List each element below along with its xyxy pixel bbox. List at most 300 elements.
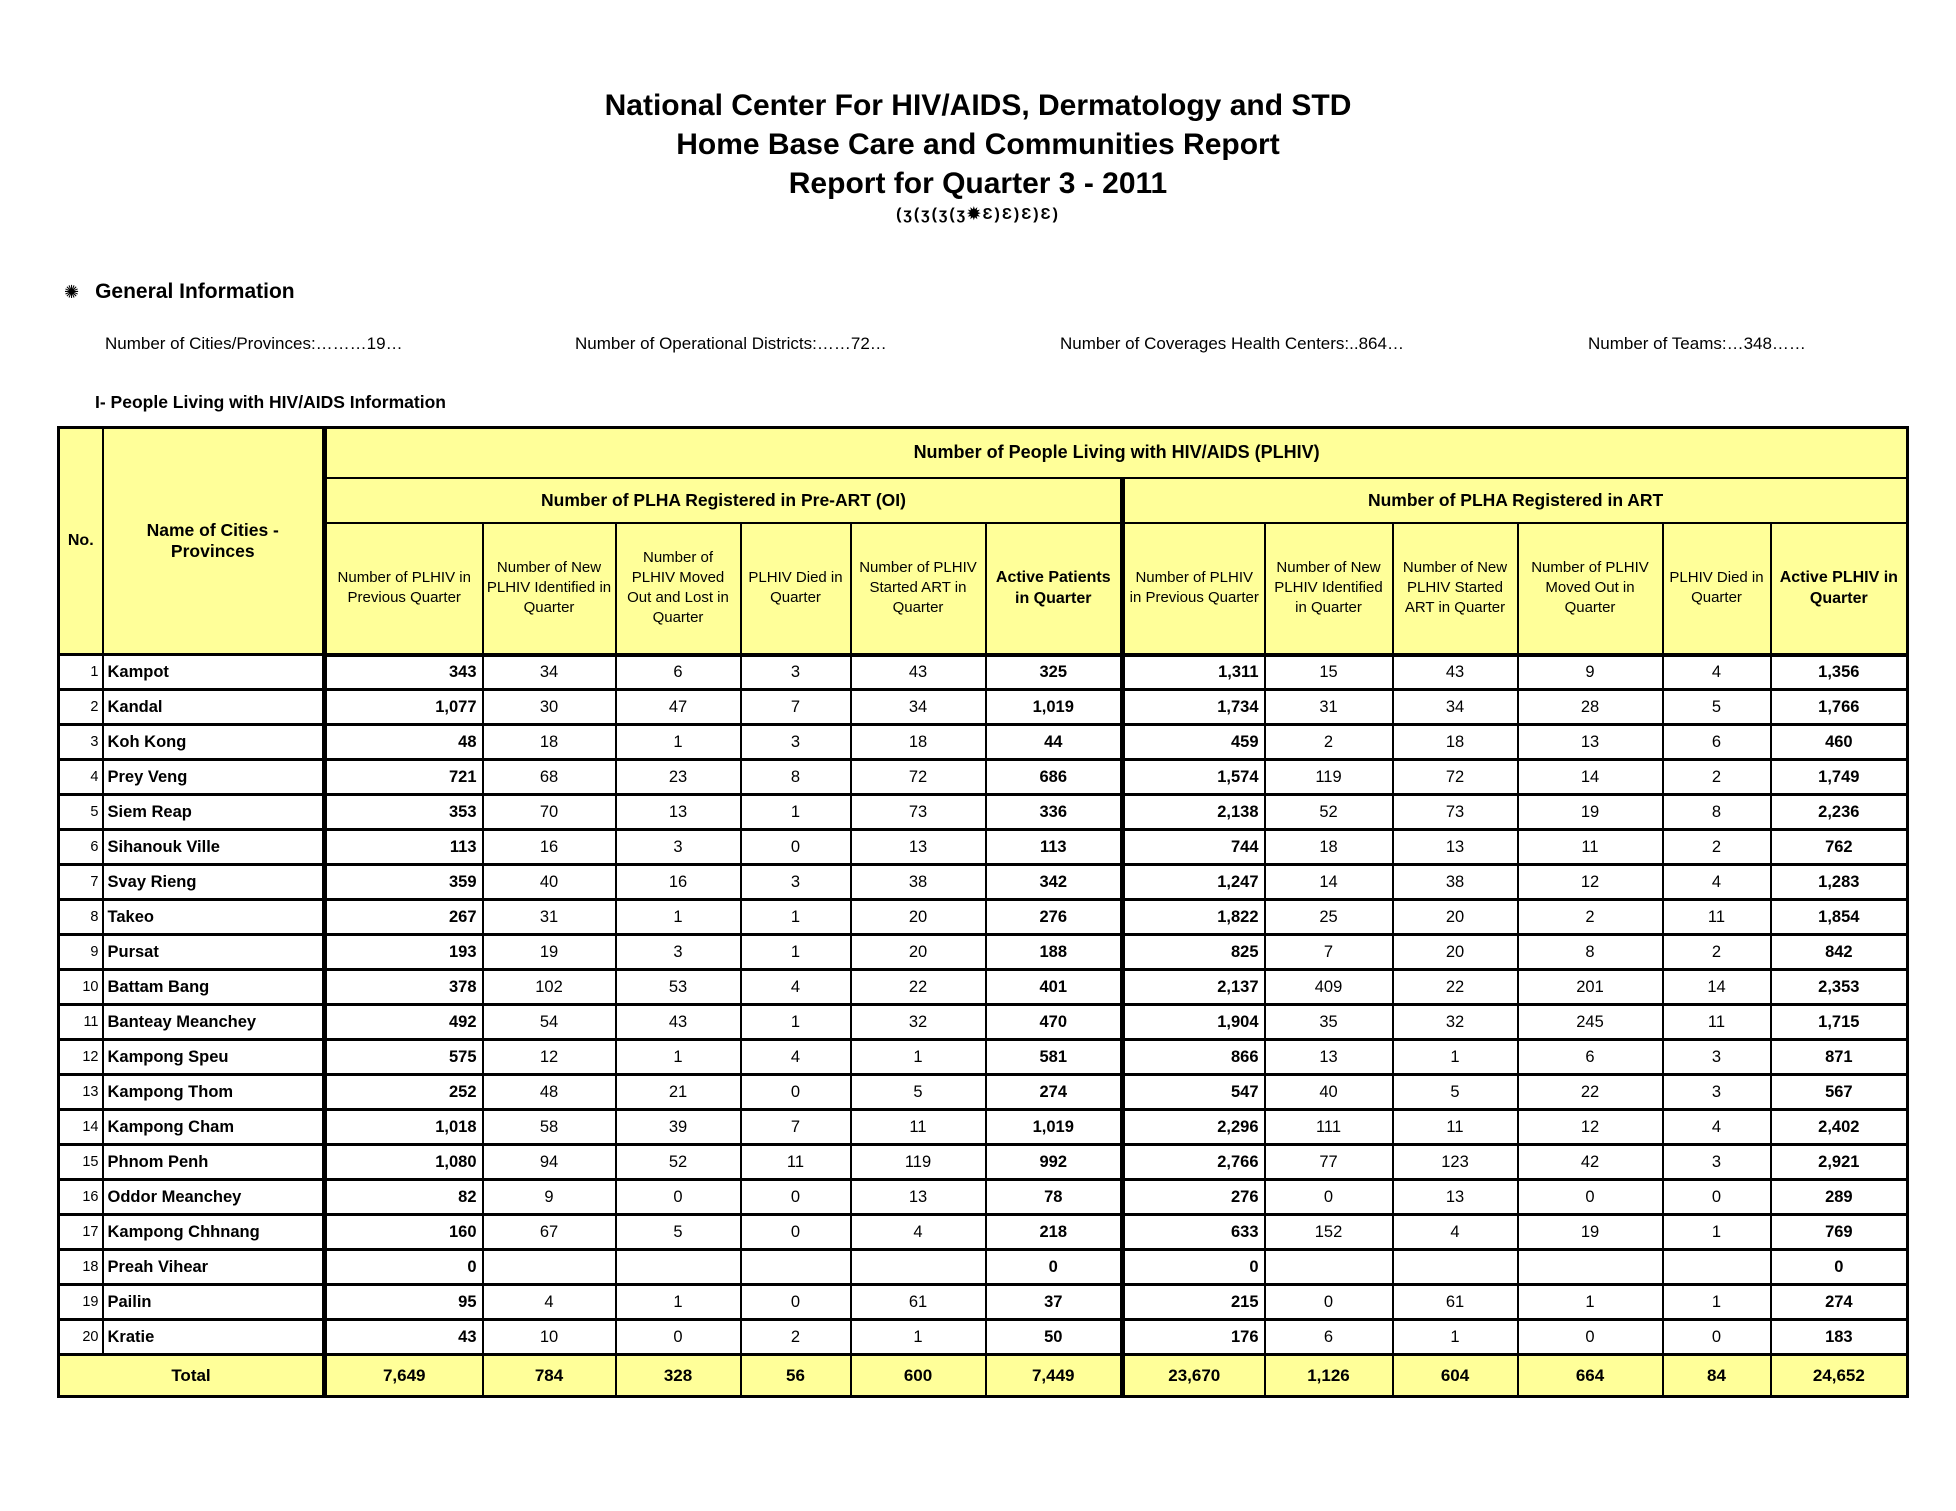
art-value: 61 <box>1393 1285 1518 1320</box>
preart-value: 1 <box>616 900 741 935</box>
row-number: 11 <box>59 1005 103 1040</box>
preart-value: 7 <box>741 1110 851 1145</box>
art-value: 6 <box>1518 1040 1663 1075</box>
preart-value: 575 <box>325 1040 483 1075</box>
province-name: Phnom Penh <box>103 1145 325 1180</box>
preart-value: 0 <box>741 830 851 865</box>
art-value: 1,766 <box>1771 690 1908 725</box>
preart-value: 6 <box>616 655 741 690</box>
art-value: 2 <box>1265 725 1393 760</box>
art-value: 1,247 <box>1123 865 1265 900</box>
province-name: Pailin <box>103 1285 325 1320</box>
group-header-art: Number of PLHA Registered in ART <box>1123 478 1908 523</box>
art-value: 14 <box>1265 865 1393 900</box>
table-row <box>59 1005 1908 1040</box>
table-row <box>59 970 1908 1005</box>
row-number: 3 <box>59 725 103 760</box>
art-value: 2,296 <box>1123 1110 1265 1145</box>
art-value: 1 <box>1663 1285 1771 1320</box>
preart-value: 0 <box>616 1180 741 1215</box>
preart-value: 31 <box>483 900 616 935</box>
art-value <box>1393 1250 1518 1285</box>
preart-value: 1,077 <box>325 690 483 725</box>
preart-value: 22 <box>851 970 986 1005</box>
col-header-art-new: Number of New PLHIV Identified in Quarter <box>1265 523 1393 655</box>
art-value: 2 <box>1663 830 1771 865</box>
table-row <box>59 1145 1908 1180</box>
table-row <box>59 1180 1908 1215</box>
art-value: 1,283 <box>1771 865 1908 900</box>
preart-value: 19 <box>483 935 616 970</box>
preart-value: 686 <box>986 760 1123 795</box>
preart-value: 188 <box>986 935 1123 970</box>
art-value: 769 <box>1771 1215 1908 1250</box>
preart-value: 12 <box>483 1040 616 1075</box>
plhiv-table <box>57 426 1909 1398</box>
art-value: 1 <box>1393 1040 1518 1075</box>
total-value: 664 <box>1518 1355 1663 1397</box>
art-value: 0 <box>1771 1250 1908 1285</box>
preart-value: 1 <box>851 1320 986 1355</box>
province-name: Kampong Speu <box>103 1040 325 1075</box>
preart-value: 274 <box>986 1075 1123 1110</box>
art-value: 866 <box>1123 1040 1265 1075</box>
table-row <box>59 1075 1908 1110</box>
province-name: Oddor Meanchey <box>103 1180 325 1215</box>
col-header-preart-previous: Number of PLHIV in Previous Quarter <box>325 523 483 655</box>
preart-value: 32 <box>851 1005 986 1040</box>
col-header-art-moved-out: Number of PLHIV Moved Out in Quarter <box>1518 523 1663 655</box>
preart-value: 218 <box>986 1215 1123 1250</box>
preart-value: 378 <box>325 970 483 1005</box>
preart-value: 1 <box>741 795 851 830</box>
preart-value: 276 <box>986 900 1123 935</box>
preart-value: 20 <box>851 900 986 935</box>
art-value: 2,921 <box>1771 1145 1908 1180</box>
preart-value: 102 <box>483 970 616 1005</box>
preart-value: 18 <box>483 725 616 760</box>
preart-value: 53 <box>616 970 741 1005</box>
preart-value: 992 <box>986 1145 1123 1180</box>
preart-value: 325 <box>986 655 1123 690</box>
preart-value: 5 <box>616 1215 741 1250</box>
art-value: 1 <box>1393 1320 1518 1355</box>
art-value: 18 <box>1265 830 1393 865</box>
total-value: 1,126 <box>1265 1355 1393 1397</box>
art-value: 0 <box>1518 1320 1663 1355</box>
total-row <box>59 1355 1908 1397</box>
art-value: 0 <box>1123 1250 1265 1285</box>
province-name: Banteay Meanchey <box>103 1005 325 1040</box>
art-value: 0 <box>1265 1285 1393 1320</box>
art-value: 567 <box>1771 1075 1908 1110</box>
art-value: 8 <box>1663 795 1771 830</box>
art-value: 18 <box>1393 725 1518 760</box>
art-value: 119 <box>1265 760 1393 795</box>
col-header-art-previous: Number of PLHIV in Previous Quarter <box>1123 523 1265 655</box>
province-name: Prey Veng <box>103 760 325 795</box>
art-value: 20 <box>1393 935 1518 970</box>
preart-value: 67 <box>483 1215 616 1250</box>
art-value: 152 <box>1265 1215 1393 1250</box>
preart-value: 78 <box>986 1180 1123 1215</box>
art-value: 6 <box>1265 1320 1393 1355</box>
art-value: 28 <box>1518 690 1663 725</box>
row-number: 19 <box>59 1285 103 1320</box>
art-value: 13 <box>1393 1180 1518 1215</box>
art-value: 11 <box>1663 1005 1771 1040</box>
art-value: 35 <box>1265 1005 1393 1040</box>
art-value: 12 <box>1518 1110 1663 1145</box>
art-value: 111 <box>1265 1110 1393 1145</box>
province-name: Kratie <box>103 1320 325 1355</box>
art-value: 289 <box>1771 1180 1908 1215</box>
preart-value: 1 <box>741 1005 851 1040</box>
art-value: 20 <box>1393 900 1518 935</box>
preart-value: 73 <box>851 795 986 830</box>
preart-value: 1 <box>616 725 741 760</box>
art-value: 4 <box>1663 655 1771 690</box>
art-value: 547 <box>1123 1075 1265 1110</box>
art-value: 245 <box>1518 1005 1663 1040</box>
province-name: Siem Reap <box>103 795 325 830</box>
art-value: 842 <box>1771 935 1908 970</box>
art-value <box>1518 1250 1663 1285</box>
province-name: Sihanouk Ville <box>103 830 325 865</box>
art-value: 1,904 <box>1123 1005 1265 1040</box>
row-number: 12 <box>59 1040 103 1075</box>
art-value: 183 <box>1771 1320 1908 1355</box>
table-row <box>59 655 1908 690</box>
art-value: 9 <box>1518 655 1663 690</box>
table-row <box>59 725 1908 760</box>
art-value: 13 <box>1518 725 1663 760</box>
art-value: 3 <box>1663 1145 1771 1180</box>
art-value: 1,574 <box>1123 760 1265 795</box>
general-info-heading-row <box>64 280 1956 304</box>
total-value: 84 <box>1663 1355 1771 1397</box>
art-value: 72 <box>1393 760 1518 795</box>
row-number: 7 <box>59 865 103 900</box>
art-value: 4 <box>1663 865 1771 900</box>
art-value: 4 <box>1663 1110 1771 1145</box>
art-value: 123 <box>1393 1145 1518 1180</box>
art-value: 176 <box>1123 1320 1265 1355</box>
art-value: 1,734 <box>1123 690 1265 725</box>
province-name: Kampong Chhnang <box>103 1215 325 1250</box>
preart-value: 721 <box>325 760 483 795</box>
preart-value: 1,018 <box>325 1110 483 1145</box>
art-value: 1 <box>1518 1285 1663 1320</box>
col-header-preart-moved-lost: Number of PLHIV Moved Out and Lost in Quarter <box>616 523 741 655</box>
preart-value: 18 <box>851 725 986 760</box>
row-number: 20 <box>59 1320 103 1355</box>
preart-value <box>851 1250 986 1285</box>
art-value: 7 <box>1265 935 1393 970</box>
preart-value: 343 <box>325 655 483 690</box>
art-value: 0 <box>1518 1180 1663 1215</box>
table-row <box>59 690 1908 725</box>
province-name: Takeo <box>103 900 325 935</box>
art-value: 1,356 <box>1771 655 1908 690</box>
table-row <box>59 760 1908 795</box>
preart-value: 43 <box>851 655 986 690</box>
art-value: 1,311 <box>1123 655 1265 690</box>
preart-value: 23 <box>616 760 741 795</box>
art-value: 2,137 <box>1123 970 1265 1005</box>
preart-value: 44 <box>986 725 1123 760</box>
col-header-preart-died: PLHIV Died in Quarter <box>741 523 851 655</box>
preart-value: 353 <box>325 795 483 830</box>
art-value: 1,715 <box>1771 1005 1908 1040</box>
preart-value: 2 <box>741 1320 851 1355</box>
preart-value: 470 <box>986 1005 1123 1040</box>
art-value: 34 <box>1393 690 1518 725</box>
total-value: 24,652 <box>1771 1355 1908 1397</box>
group-header-preart: Number of PLHA Registered in Pre-ART (OI) <box>325 478 1123 523</box>
art-value: 5 <box>1393 1075 1518 1110</box>
preart-value: 10 <box>483 1320 616 1355</box>
preart-value: 4 <box>851 1215 986 1250</box>
table-row <box>59 1250 1908 1285</box>
preart-value <box>483 1250 616 1285</box>
art-value: 2,766 <box>1123 1145 1265 1180</box>
preart-value: 1 <box>851 1040 986 1075</box>
row-number: 8 <box>59 900 103 935</box>
row-number: 17 <box>59 1215 103 1250</box>
preart-value: 39 <box>616 1110 741 1145</box>
report-title-block <box>0 0 1956 224</box>
preart-value: 11 <box>741 1145 851 1180</box>
preart-value: 48 <box>325 725 483 760</box>
art-value: 1,854 <box>1771 900 1908 935</box>
art-value: 201 <box>1518 970 1663 1005</box>
art-value: 1,822 <box>1123 900 1265 935</box>
preart-value: 82 <box>325 1180 483 1215</box>
art-value: 32 <box>1393 1005 1518 1040</box>
ornament-divider: (ʒ(ʒ(ʒ(ʒ✹Ɛ)Ɛ)Ɛ)Ɛ) <box>896 206 1060 223</box>
art-value: 13 <box>1265 1040 1393 1075</box>
preart-value: 0 <box>741 1285 851 1320</box>
preart-value: 68 <box>483 760 616 795</box>
col-header-name: Name of Cities - Provinces <box>103 428 325 655</box>
table-header <box>59 428 1908 655</box>
preart-value: 34 <box>483 655 616 690</box>
total-value: 328 <box>616 1355 741 1397</box>
stat-teams: Number of Teams:…348…… <box>1588 334 1806 353</box>
report-title: National Center For HIV/AIDS, Dermatology and STD <box>604 89 1352 122</box>
preart-value: 54 <box>483 1005 616 1040</box>
row-number: 5 <box>59 795 103 830</box>
col-header-no: No. <box>59 428 103 655</box>
art-value: 3 <box>1663 1040 1771 1075</box>
table-row <box>59 900 1908 935</box>
preart-value: 113 <box>986 830 1123 865</box>
art-value: 19 <box>1518 1215 1663 1250</box>
preart-value: 4 <box>741 1040 851 1075</box>
preart-value: 9 <box>483 1180 616 1215</box>
art-value: 13 <box>1393 830 1518 865</box>
art-value: 52 <box>1265 795 1393 830</box>
art-value: 2,353 <box>1771 970 1908 1005</box>
col-header-art-active: Active PLHIV in Quarter <box>1771 523 1908 655</box>
art-value: 14 <box>1663 970 1771 1005</box>
art-value: 1 <box>1663 1215 1771 1250</box>
table-row <box>59 1110 1908 1145</box>
art-value: 0 <box>1663 1320 1771 1355</box>
preart-value: 52 <box>616 1145 741 1180</box>
art-value: 633 <box>1123 1215 1265 1250</box>
row-number: 15 <box>59 1145 103 1180</box>
art-value: 22 <box>1393 970 1518 1005</box>
art-value: 2,138 <box>1123 795 1265 830</box>
art-value: 31 <box>1265 690 1393 725</box>
province-name: Battam Bang <box>103 970 325 1005</box>
col-header-preart-new: Number of New PLHIV Identified in Quarter <box>483 523 616 655</box>
preart-value: 342 <box>986 865 1123 900</box>
province-name: Kampot <box>103 655 325 690</box>
header-row-columns <box>59 523 1908 655</box>
preart-value: 401 <box>986 970 1123 1005</box>
province-name: Kandal <box>103 690 325 725</box>
col-header-art-died: PLHIV Died in Quarter <box>1663 523 1771 655</box>
preart-value: 113 <box>325 830 483 865</box>
preart-value: 267 <box>325 900 483 935</box>
preart-value: 0 <box>741 1180 851 1215</box>
art-value: 274 <box>1771 1285 1908 1320</box>
art-value: 12 <box>1518 865 1663 900</box>
row-number: 18 <box>59 1250 103 1285</box>
preart-value <box>741 1250 851 1285</box>
preart-value: 1 <box>616 1040 741 1075</box>
row-number: 13 <box>59 1075 103 1110</box>
preart-value: 11 <box>851 1110 986 1145</box>
preart-value: 34 <box>851 690 986 725</box>
preart-value: 3 <box>616 935 741 970</box>
preart-value: 94 <box>483 1145 616 1180</box>
general-info-heading: General Information <box>95 280 295 303</box>
art-value: 871 <box>1771 1040 1908 1075</box>
table-row <box>59 830 1908 865</box>
art-value: 762 <box>1771 830 1908 865</box>
row-number: 6 <box>59 830 103 865</box>
preart-value: 3 <box>741 655 851 690</box>
art-value: 2,236 <box>1771 795 1908 830</box>
art-value: 11 <box>1518 830 1663 865</box>
table-row <box>59 1215 1908 1250</box>
preart-value: 1,019 <box>986 690 1123 725</box>
preart-value: 8 <box>741 760 851 795</box>
province-name: Svay Rieng <box>103 865 325 900</box>
preart-value: 0 <box>616 1320 741 1355</box>
preart-value: 3 <box>741 865 851 900</box>
row-number: 9 <box>59 935 103 970</box>
art-value: 2 <box>1663 760 1771 795</box>
preart-value: 1 <box>741 935 851 970</box>
preart-value: 5 <box>851 1075 986 1110</box>
art-value: 43 <box>1393 655 1518 690</box>
preart-value: 0 <box>741 1215 851 1250</box>
preart-value: 492 <box>325 1005 483 1040</box>
art-value: 38 <box>1393 865 1518 900</box>
art-value: 19 <box>1518 795 1663 830</box>
art-value: 3 <box>1663 1075 1771 1110</box>
art-value: 8 <box>1518 935 1663 970</box>
art-value: 4 <box>1393 1215 1518 1250</box>
row-number: 10 <box>59 970 103 1005</box>
preart-value: 16 <box>616 865 741 900</box>
preart-value: 20 <box>851 935 986 970</box>
stat-cities-provinces: Number of Cities/Provinces:………19… <box>105 334 403 353</box>
report-quarter-line: Report for Quarter 3 - 2011 <box>788 167 1168 200</box>
total-value: 7,649 <box>325 1355 483 1397</box>
preart-value: 38 <box>851 865 986 900</box>
total-value: 600 <box>851 1355 986 1397</box>
art-value: 0 <box>1265 1180 1393 1215</box>
preart-value: 21 <box>616 1075 741 1110</box>
preart-value: 13 <box>616 795 741 830</box>
preart-value: 47 <box>616 690 741 725</box>
preart-value: 43 <box>616 1005 741 1040</box>
total-value: 784 <box>483 1355 616 1397</box>
col-header-preart-started-art: Number of PLHIV Started ART in Quarter <box>851 523 986 655</box>
header-row-top <box>59 428 1908 478</box>
general-info-line <box>0 334 1956 360</box>
art-value: 460 <box>1771 725 1908 760</box>
preart-value <box>616 1250 741 1285</box>
art-value: 215 <box>1123 1285 1265 1320</box>
preart-value: 160 <box>325 1215 483 1250</box>
preart-value: 3 <box>741 725 851 760</box>
art-value: 5 <box>1663 690 1771 725</box>
table-row <box>59 935 1908 970</box>
section-label: I- People Living with HIV/AIDS Information <box>95 392 446 412</box>
preart-value: 95 <box>325 1285 483 1320</box>
preart-value: 40 <box>483 865 616 900</box>
preart-value: 1 <box>741 900 851 935</box>
col-header-art-started: Number of New PLHIV Started ART in Quarter <box>1393 523 1518 655</box>
province-name: Kampong Thom <box>103 1075 325 1110</box>
table-row <box>59 795 1908 830</box>
row-number: 4 <box>59 760 103 795</box>
art-value: 2 <box>1663 935 1771 970</box>
preart-value: 193 <box>325 935 483 970</box>
art-value: 11 <box>1663 900 1771 935</box>
total-value: 56 <box>741 1355 851 1397</box>
art-value: 73 <box>1393 795 1518 830</box>
art-value: 11 <box>1393 1110 1518 1145</box>
preart-value: 70 <box>483 795 616 830</box>
art-value: 1,749 <box>1771 760 1908 795</box>
total-value: 604 <box>1393 1355 1518 1397</box>
preart-value: 58 <box>483 1110 616 1145</box>
preart-value: 4 <box>483 1285 616 1320</box>
art-value: 40 <box>1265 1075 1393 1110</box>
table-row <box>59 1285 1908 1320</box>
preart-value: 43 <box>325 1320 483 1355</box>
preart-value: 0 <box>986 1250 1123 1285</box>
art-value: 744 <box>1123 830 1265 865</box>
province-name: Preah Vihear <box>103 1250 325 1285</box>
province-name: Koh Kong <box>103 725 325 760</box>
preart-value: 4 <box>741 970 851 1005</box>
art-value: 409 <box>1265 970 1393 1005</box>
art-value <box>1265 1250 1393 1285</box>
preart-value: 252 <box>325 1075 483 1110</box>
row-number: 16 <box>59 1180 103 1215</box>
row-number: 2 <box>59 690 103 725</box>
preart-value: 581 <box>986 1040 1123 1075</box>
